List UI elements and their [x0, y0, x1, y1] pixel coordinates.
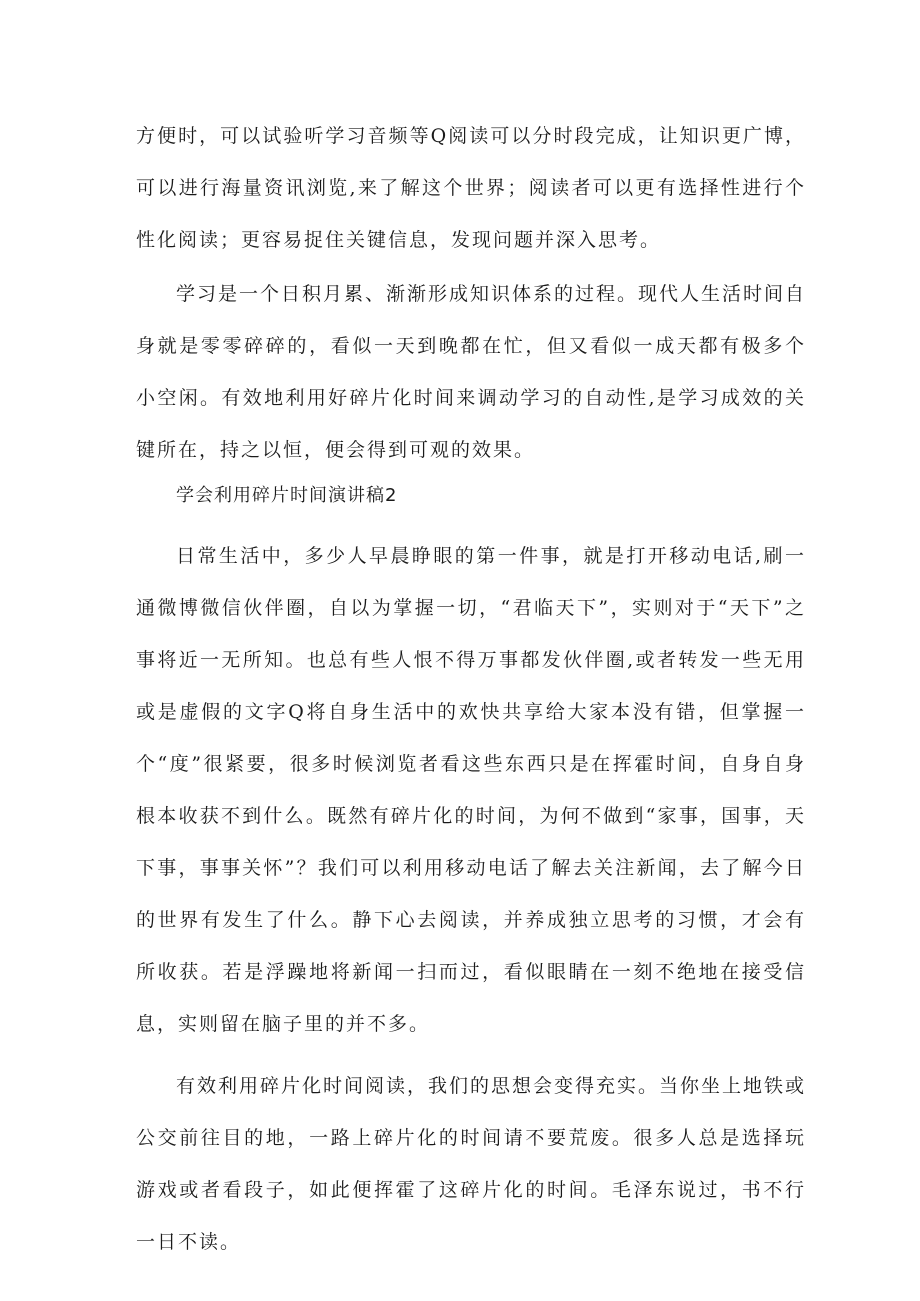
paragraph-reading-benefits: 方便时，可以试验听学习音频等Q阅读可以分时段完成，让知识更广博，可以进行海量资讯浏览,来了解这个世界；阅读者可以更有选择性进行个性化阅读；更容易捉住关键信息，发现问题并深入思考。	[136, 125, 806, 251]
paragraph-learning-process: 学习是一个日积月累、渐渐形成知识体系的过程。现代人生活时间自身就是零零碎碎的，看似一天到晚都在忙，但又看似一成天都有极多个小空闲。有效地利用好碎片化时间来调动学习的自动性,是学习成效的关键所在，持之以恒，便会得到可观的效果。	[136, 283, 807, 461]
paragraph-effective-reading: 有效利用碎片化时间阅读，我们的思想会变得充实。当你坐上地铁或公交前往目的地，一路上碎片化的时间请不要荒废。很多人总是选择玩游戏或者看段子，如此便挥霍了这碎片化的时间。毛泽东说过，书不行一日不读。	[136, 1075, 807, 1253]
paragraph-daily-life: 日常生活中，多少人早晨睁眼的第一件事，就是打开移动电话,刷一通微博微信伙伴圈，自以为掌握一切，“君临天下”，实则对于“天下”之事将近一无所知。也总有些人恨不得万事都发伙伴圈,或者转发一些无用或是虚假的文字Q将自身生活中的欢快共享给大家本没有错，但掌握一个“度”很紧要，很多时候浏览者看这些东西只是在挥霍时间，自身自身根本收获不到什么。既然有碎片化的时间，为何不做到“家事，国事，天下事，事事关怀”？我们可以利用移动电话了解去关注新闻，去了解今日的世界有发生了什么。静下心去阅读，并养成独立思考的习惯，才会有所收获。若是浮躁地将新闻一扫而过，看似眼睛在一刻不绝地在接受信息，实则留在脑子里的并不多。	[136, 545, 806, 1035]
section-heading: 学会利用碎片时间演讲稿2	[176, 485, 398, 506]
